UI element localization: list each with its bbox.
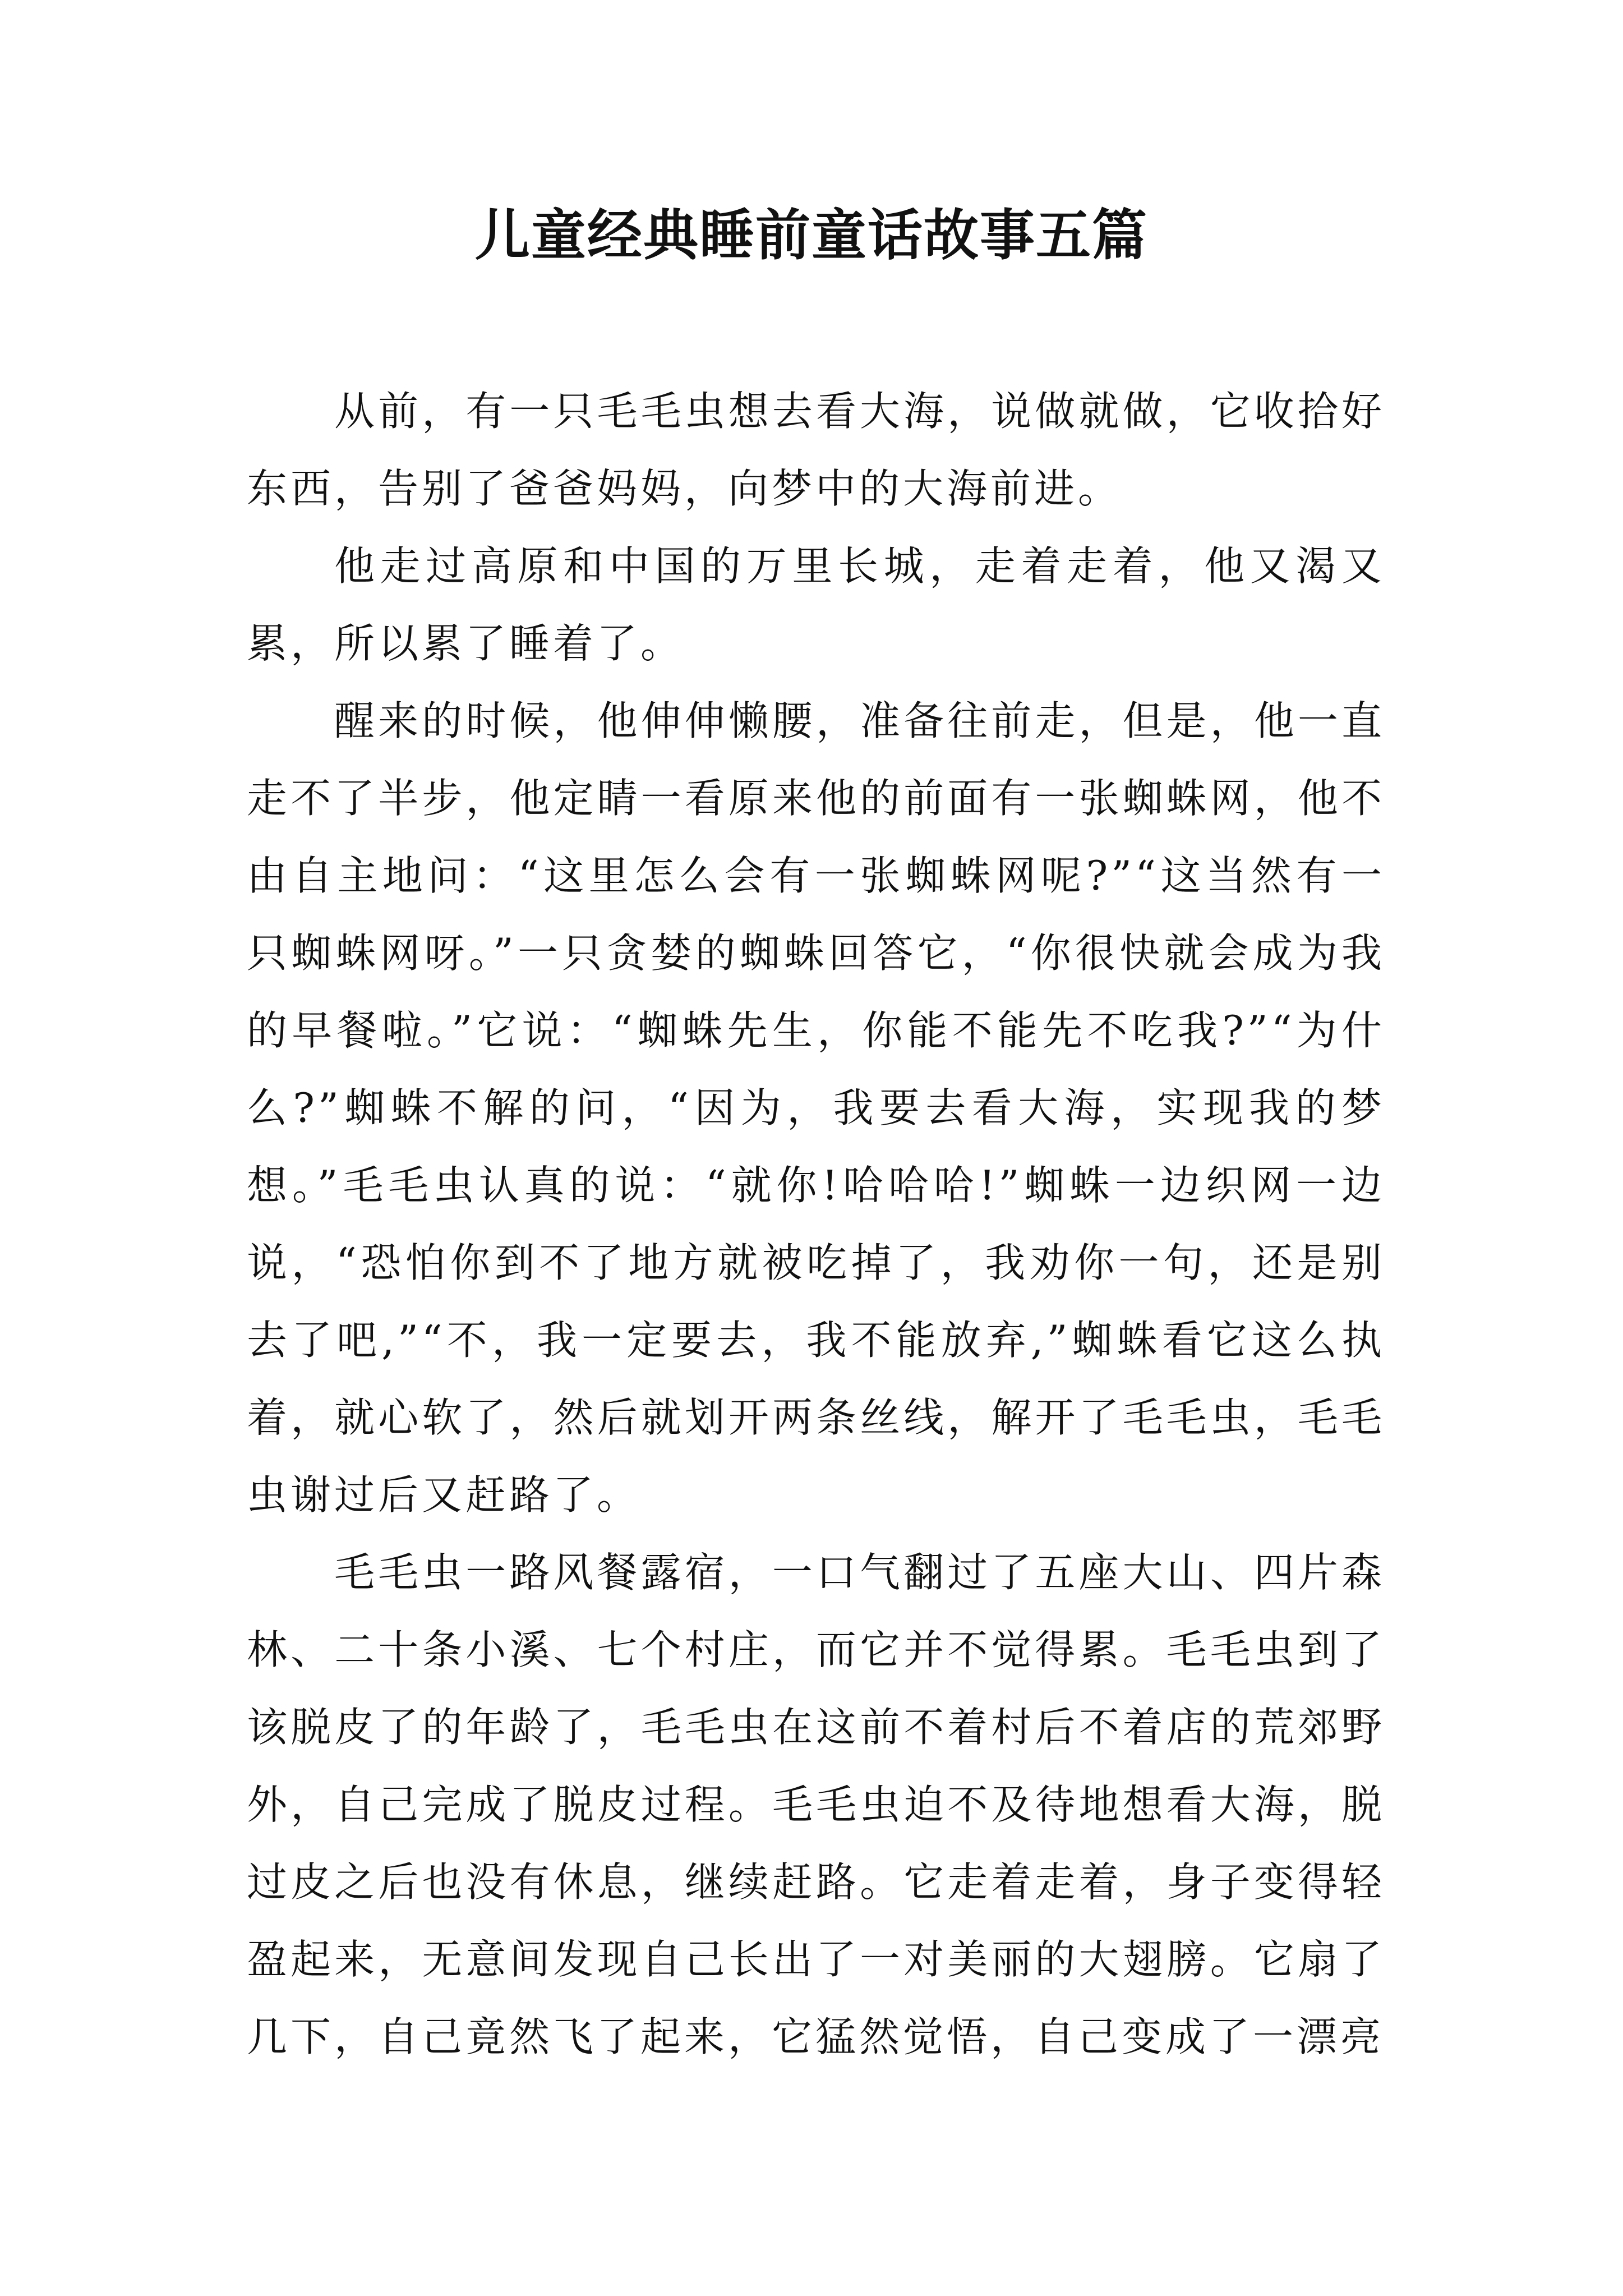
document-title: 儿童经典睡前童话故事五篇 [474, 203, 1148, 268]
document-body [247, 372, 1385, 2076]
paragraph-1: 从前，有一只毛毛虫想去看大海，说做就做，它收拾好东西，告别了爸爸妈妈，向梦中的大海前进。 [247, 388, 1385, 512]
paragraph-3: 醒来的时候，他伸伸懒腰，准备往前走，但是，他一直走不了半步，他定睛一看原来他的前面有一张蜘蛛网，他不由自主地问：“这里怎么会有一张蜘蛛网呢?”“这当然有一只蜘蛛网呀。”一只贪婪的蜘蛛回答它，“你很快就会成为我的早餐啦。”它说：“蜘蛛先生，你能不能先不吃我?”“为什么?”蜘蛛不解的问，“因为，我要去看大海，实现我的梦想。”毛毛虫认真的说：“就你!哈哈哈!”蜘蛛一边织网一边说，“恐怕你到不了地方就被吃掉了，我劝你一句，还是别去了吧,”“不，我一定要去，我不能放弃,”蜘蛛看它这么执着，就心软了，然后就划开两条丝线，解开了毛毛虫，毛毛虫谢过后又赶路了。 [247, 697, 1385, 1519]
paragraph-2: 他走过高原和中国的万里长城，走着走着，他又渴又累，所以累了睡着了。 [247, 542, 1385, 667]
paragraph-4: 毛毛虫一路风餐露宿，一口气翻过了五座大山、四片森林、二十条小溪、七个村庄，而它并不觉得累。毛毛虫到了该脱皮了的年龄了，毛毛虫在这前不着村后不着店的荒郊野外，自己完成了脱皮过程。毛毛虫迫不及待地想看大海，脱过皮之后也没有休息，继续赶路。它走着走着，身子变得轻盈起来，无意间发现自己长出了一对美丽的大翅膀。它扇了几下，自己竟然飞了起来，它猛然觉悟，自己变成了一漂亮 [247, 1549, 1385, 2060]
